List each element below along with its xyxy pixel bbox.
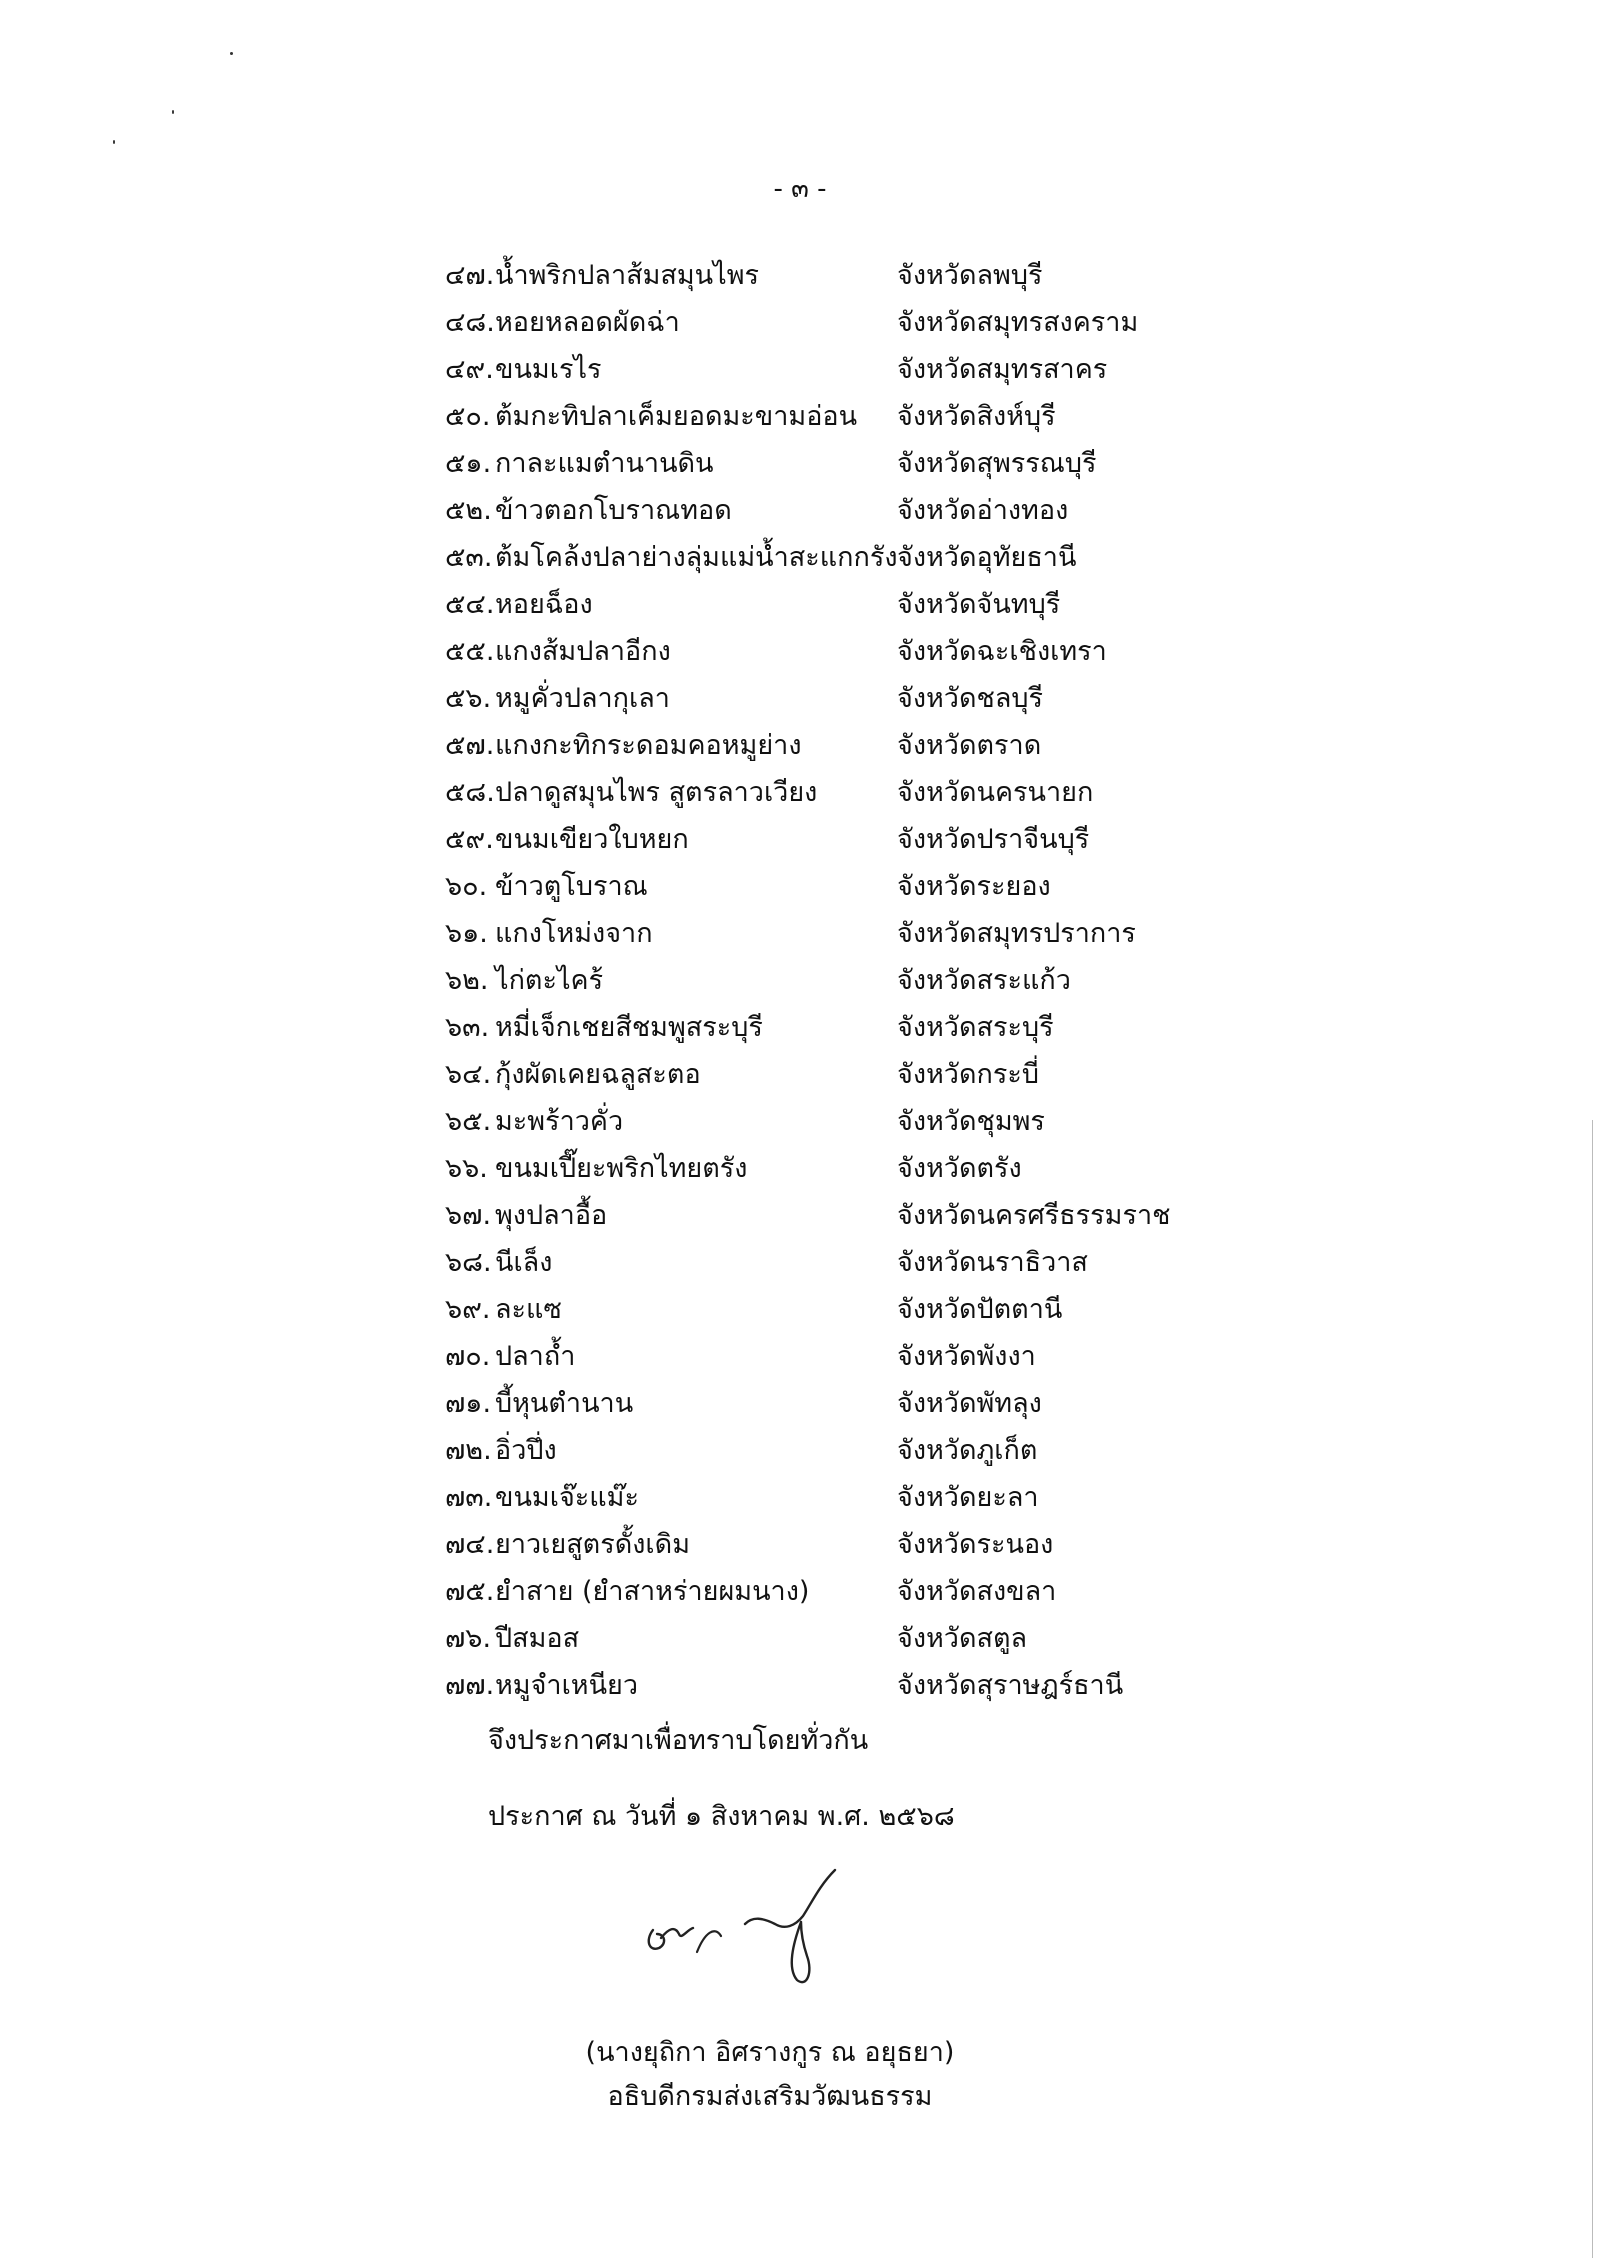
list-item	[445, 346, 1205, 393]
list-item	[445, 1333, 1205, 1380]
province-name: จังหวัดสระแก้ว	[897, 965, 1071, 996]
list-item	[445, 1145, 1205, 1192]
list-item	[445, 1239, 1205, 1286]
province-name: จังหวัดสมุทรสงคราม	[897, 307, 1139, 338]
item-number: ๕๔.	[445, 589, 495, 620]
list-item	[445, 628, 1205, 675]
province-name: จังหวัดปราจีนบุรี	[897, 824, 1090, 855]
list-item	[445, 863, 1205, 910]
item-number: ๕๙.	[445, 824, 494, 855]
dish-name: ต้มโคล้งปลาย่างลุ่มแม่น้ำสะแกกรัง	[495, 542, 898, 573]
dish-name: พุงปลาอื้อ	[495, 1200, 608, 1231]
dish-name: แกงส้มปลาอีกง	[495, 636, 671, 667]
item-number: ๕๗.	[445, 730, 495, 761]
province-name: จังหวัดภูเก็ต	[897, 1435, 1038, 1466]
item-number: ๗๕.	[445, 1576, 495, 1607]
item-number: ๗๔.	[445, 1529, 495, 1560]
dish-name: นีเล็ง	[495, 1247, 553, 1278]
item-number: ๖๐.	[445, 871, 488, 902]
dish-name: ไก่ตะไคร้	[495, 965, 604, 996]
item-number: ๕๕.	[445, 636, 495, 667]
item-number: ๖๒.	[445, 965, 489, 996]
province-name: จังหวัดชลบุรี	[897, 683, 1044, 714]
dish-name: ขนมเขียวใบหยก	[495, 824, 689, 855]
list-item	[445, 1662, 1205, 1709]
item-number: ๖๙.	[445, 1294, 491, 1325]
item-number: ๗๖.	[445, 1623, 492, 1654]
item-number: ๗๓.	[445, 1482, 493, 1513]
province-name: จังหวัดปัตตานี	[897, 1294, 1063, 1325]
list-item	[445, 1521, 1205, 1568]
province-name: จังหวัดสุพรรณบุรี	[897, 448, 1097, 479]
item-number: ๔๗.	[445, 260, 495, 291]
dish-name: ขนมเจ๊ะแม๊ะ	[495, 1482, 639, 1513]
list-item	[445, 1286, 1205, 1333]
dish-name: ข้าวตอกโบราณทอด	[495, 495, 732, 526]
dish-name: กุ้งผัดเคยฉลูสะตอ	[495, 1059, 701, 1090]
dish-name: แกงกะทิกระดอมคอหมูย่าง	[495, 730, 802, 761]
province-name: จังหวัดสระบุรี	[897, 1012, 1054, 1043]
item-number: ๗๗.	[445, 1670, 495, 1701]
dish-name: ข้าวตูโบราณ	[495, 871, 648, 902]
province-name: จังหวัดพัทลุง	[897, 1388, 1042, 1419]
item-number: ๗๐.	[445, 1341, 491, 1372]
list-item	[445, 722, 1205, 769]
item-number: ๗๑.	[445, 1388, 492, 1419]
dish-name: ขนมเปี๊ยะพริกไทยตรัง	[495, 1153, 748, 1184]
list-item	[445, 1615, 1205, 1662]
dish-name: ละแซ	[495, 1294, 562, 1325]
province-name: จังหวัดยะลา	[897, 1482, 1039, 1513]
list-item	[445, 1427, 1205, 1474]
item-number: ๖๖.	[445, 1153, 488, 1184]
list-item	[445, 1051, 1205, 1098]
province-name: จังหวัดนครนายก	[897, 777, 1094, 808]
scan-edge-line	[1592, 1120, 1593, 2258]
item-number: ๔๙.	[445, 354, 494, 385]
list-item	[445, 910, 1205, 957]
scan-speck	[113, 140, 115, 144]
announcement-date: ประกาศ ณ วันที่ ๑ สิงหาคม พ.ศ. ๒๕๖๘	[488, 1801, 955, 1832]
item-number: ๕๒.	[445, 495, 492, 526]
province-name: จังหวัดสิงห์บุรี	[897, 401, 1056, 432]
dish-name: ต้มกะทิปลาเค็มยอดมะขามอ่อน	[495, 401, 858, 432]
province-name: จังหวัดสุราษฎร์ธานี	[897, 1670, 1124, 1701]
province-name: จังหวัดสงขลา	[897, 1576, 1057, 1607]
list-item	[445, 816, 1205, 863]
dish-name: อิ่วปึ่ง	[495, 1435, 557, 1466]
list-item	[445, 534, 1205, 581]
list-item	[445, 581, 1205, 628]
province-name: จังหวัดอุทัยธานี	[897, 542, 1077, 573]
province-name: จังหวัดระนอง	[897, 1529, 1054, 1560]
item-number: ๖๔.	[445, 1059, 492, 1090]
province-name: จังหวัดตรัง	[897, 1153, 1022, 1184]
list-item	[445, 299, 1205, 346]
dish-name: กาละแมตำนานดิน	[495, 448, 714, 479]
province-name: จังหวัดนราธิวาส	[897, 1247, 1088, 1278]
dish-name: มะพร้าวคั่ว	[495, 1106, 624, 1137]
province-name: จังหวัดตราด	[897, 730, 1042, 761]
province-name: จังหวัดกระบี่	[897, 1059, 1039, 1090]
list-item	[445, 1098, 1205, 1145]
list-item	[445, 393, 1205, 440]
list-item	[445, 487, 1205, 534]
dish-name: ปีสมอส	[495, 1623, 580, 1654]
province-name: จังหวัดพังงา	[897, 1341, 1036, 1372]
list-item	[445, 675, 1205, 722]
province-name: จังหวัดฉะเชิงเทรา	[897, 636, 1107, 667]
list-item	[445, 1474, 1205, 1521]
dish-name: หอยฉ็อง	[495, 589, 593, 620]
item-number: ๔๘.	[445, 307, 495, 338]
item-number: ๖๑.	[445, 918, 488, 949]
list-item	[445, 1568, 1205, 1615]
province-name: จังหวัดสตูล	[897, 1623, 1028, 1654]
list-item	[445, 252, 1205, 299]
signature	[635, 1868, 875, 1988]
item-number: ๖๘.	[445, 1247, 492, 1278]
list-item	[445, 769, 1205, 816]
dish-name: หอยหลอดผัดฉ่า	[495, 307, 680, 338]
dish-list	[445, 252, 1205, 1709]
province-name: จังหวัดจันทบุรี	[897, 589, 1061, 620]
dish-name: น้ำพริกปลาส้มสมุนไพร	[495, 260, 760, 291]
item-number: ๕๘.	[445, 777, 495, 808]
province-name: จังหวัดลพบุรี	[897, 260, 1043, 291]
province-name: จังหวัดสมุทรปราการ	[897, 918, 1136, 949]
scan-speck	[172, 110, 174, 114]
list-item	[445, 1380, 1205, 1427]
item-number: ๕๐.	[445, 401, 491, 432]
scan-speck	[230, 52, 233, 55]
list-item	[445, 1192, 1205, 1239]
item-number: ๖๓.	[445, 1012, 490, 1043]
dish-name: หมูคั่วปลากุเลา	[495, 683, 670, 714]
dish-name: หมูจำเหนียว	[495, 1670, 639, 1701]
province-name: จังหวัดชุมพร	[897, 1106, 1045, 1137]
list-item	[445, 1004, 1205, 1051]
dish-name: บี้หุนตำนาน	[495, 1388, 634, 1419]
list-item	[445, 957, 1205, 1004]
dish-name: ปลาดูสมุนไพร สูตรลาวเวียง	[495, 777, 818, 808]
province-name: จังหวัดนครศรีธรรมราช	[897, 1200, 1171, 1231]
dish-name: ยาวเยสูตรดั้งเดิม	[495, 1529, 690, 1560]
dish-name: ยำสาย (ยำสาหร่ายผมนาง)	[495, 1576, 810, 1607]
province-name: จังหวัดสมุทรสาคร	[897, 354, 1108, 385]
signatory-title: อธิบดีกรมส่งเสริมวัฒนธรรม	[607, 2081, 933, 2112]
item-number: ๗๒.	[445, 1435, 492, 1466]
list-item	[445, 440, 1205, 487]
dish-name: แกงโหม่งจาก	[495, 918, 653, 949]
item-number: ๕๖.	[445, 683, 492, 714]
dish-name: ขนมเรไร	[495, 354, 602, 385]
item-number: ๖๕.	[445, 1106, 492, 1137]
signatory-name: (นางยุถิกา อิศรางกูร ณ อยุธยา)	[585, 2037, 955, 2068]
item-number: ๕๓.	[445, 542, 493, 573]
closing-statement: จึงประกาศมาเพื่อทราบโดยทั่วกัน	[488, 1725, 869, 1756]
dish-name: หมี่เจ็กเชยสีชมพูสระบุรี	[495, 1012, 763, 1043]
item-number: ๕๑.	[445, 448, 492, 479]
item-number: ๖๗.	[445, 1200, 492, 1231]
page-number: - ๓ -	[773, 174, 827, 204]
province-name: จังหวัดระยอง	[897, 871, 1051, 902]
province-name: จังหวัดอ่างทอง	[897, 495, 1069, 526]
dish-name: ปลาถ้ำ	[495, 1341, 576, 1372]
